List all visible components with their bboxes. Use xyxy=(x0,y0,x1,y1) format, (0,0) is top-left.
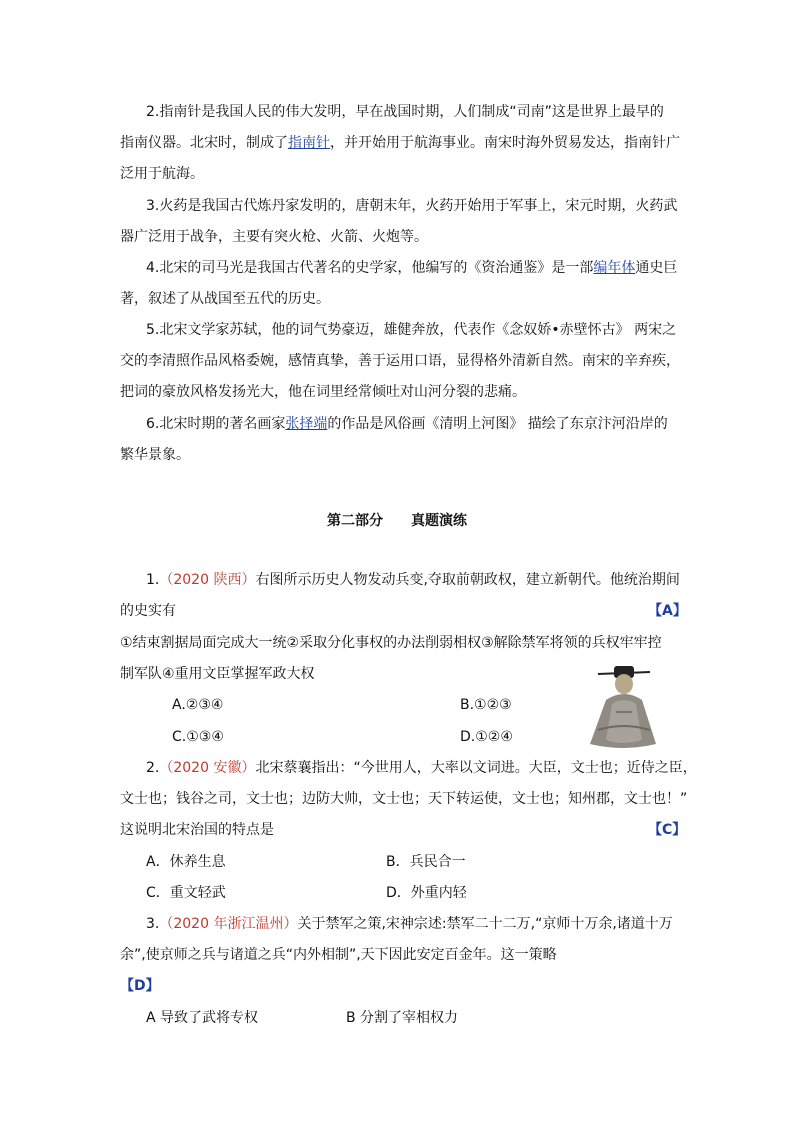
option-d[interactable]: D．外重内轻 xyxy=(386,885,467,901)
text-segment: 4.北宋的司马光是我国古代著名的史学家，他编写的《资治通鉴》是一部 xyxy=(146,260,594,276)
text-line: 制军队④重用文臣掌握军政大权 xyxy=(120,666,315,682)
question-source: （2020 陕西） xyxy=(159,572,256,588)
text-segment: 指南仪器。北宋时，制成了 xyxy=(120,135,288,151)
option-a[interactable]: A.②③④ xyxy=(172,697,224,713)
option-b[interactable]: B．兵民合一 xyxy=(386,854,466,870)
option-b[interactable]: B 分割了宰相权力 xyxy=(346,1010,459,1026)
text-line: 这说明北宋治国的特点是 xyxy=(120,822,274,838)
text-segment: 6.北宋时期的著名画家 xyxy=(146,416,286,432)
text-line: 把词的豪放风格发扬光大，他在词里经常倾吐对山河分裂的悲痛。 xyxy=(120,384,526,400)
question-number: 1. xyxy=(146,572,160,588)
text-line xyxy=(146,258,677,278)
section-name: 真题演练 xyxy=(411,513,467,529)
question-1-line xyxy=(146,570,680,590)
option-c[interactable]: C.①③④ xyxy=(172,729,224,745)
question-source: （2020 安徽） xyxy=(159,760,256,776)
text-line: 2.指南针是我国人民的伟大发明，早在战国时期，人们制成“司南”这是世界上最早的 xyxy=(146,104,664,120)
text-segment: 的作品是风俗画《清明上河图》 描绘了东京汴河沿岸的 xyxy=(327,416,668,432)
text-line xyxy=(120,133,680,153)
option-d[interactable]: D.①②④ xyxy=(460,729,513,745)
text-line: 文士也；钱谷之司，文士也；边防大帅，文士也；天下转运使，文士也；知州郡，文士也！” xyxy=(120,791,688,807)
text-line: 5.北宋文学家苏轼，他的词气势豪迈，雄健奔放，代表作《念奴娇•赤壁怀古》 两宋之 xyxy=(146,322,677,338)
section-title xyxy=(0,510,794,530)
text-segment: 北宋蔡襄指出：“今世用人，大率以文词进。大臣，文士也；近侍之臣， xyxy=(255,760,697,776)
song-emperor-portrait-icon xyxy=(576,660,672,752)
text-line: ①结束割据局面完成大一统②采取分化事权的办法削弱相权③解除禁军将领的兵权牢牢控 xyxy=(120,635,662,651)
term-link-painter[interactable]: 张择端 xyxy=(285,416,328,432)
answer-badge: 【D】 xyxy=(120,978,160,994)
term-link-chronicle[interactable]: 编年体 xyxy=(593,260,636,276)
text-line: 泛用于航海。 xyxy=(120,166,204,182)
option-b[interactable]: B.①②③ xyxy=(460,697,512,713)
question-3-line xyxy=(146,914,673,934)
question-number: 2. xyxy=(146,760,160,776)
option-c[interactable]: C．重文轻武 xyxy=(146,885,226,901)
question-number: 3. xyxy=(146,916,160,932)
text-segment: 右图所示历史人物发动兵变,夺取前朝政权，建立新朝代。他统治期间 xyxy=(255,572,680,588)
text-line: 3.火药是我国古代炼丹家发明的，唐朝末年，火药开始用于军事上，宋元时期，火药武 xyxy=(146,198,678,214)
option-a[interactable]: A 导致了武将专权 xyxy=(146,1010,259,1026)
answer-badge: 【A】 xyxy=(648,603,687,619)
section-part: 第二部分 xyxy=(327,513,383,529)
text-line: 著，叙述了从战国至五代的历史。 xyxy=(120,291,330,307)
text-line: 的史实有 xyxy=(120,603,176,619)
text-segment: ，并开始用于航海事业。南宋时海外贸易发达，指南针广 xyxy=(330,135,680,151)
question-source: （2020 年浙江温州） xyxy=(159,916,298,932)
answer-badge: 【C】 xyxy=(648,822,687,838)
term-link-compass[interactable]: 指南针 xyxy=(288,135,330,151)
text-line: 余”,使京师之兵与诸道之兵“内外相制”,天下因此安定百金年。这一策略 xyxy=(120,947,557,963)
text-segment: 通史巨 xyxy=(635,260,678,276)
option-a[interactable]: A．休养生息 xyxy=(146,854,226,870)
text-line: 交的李清照作品风格委婉，感情真挚，善于运用口语，显得格外清新自然。南宋的辛弃疾， xyxy=(120,353,680,369)
text-segment: 关于禁军之策,宋神宗述:禁军二十二万,“京师十万余,诸道十万 xyxy=(297,916,673,932)
text-line: 器广泛用于战争，主要有突火枪、火箭、火炮等。 xyxy=(120,229,428,245)
text-line: 繁华景象。 xyxy=(120,447,190,463)
question-2-line xyxy=(146,758,697,778)
text-line xyxy=(146,414,668,434)
